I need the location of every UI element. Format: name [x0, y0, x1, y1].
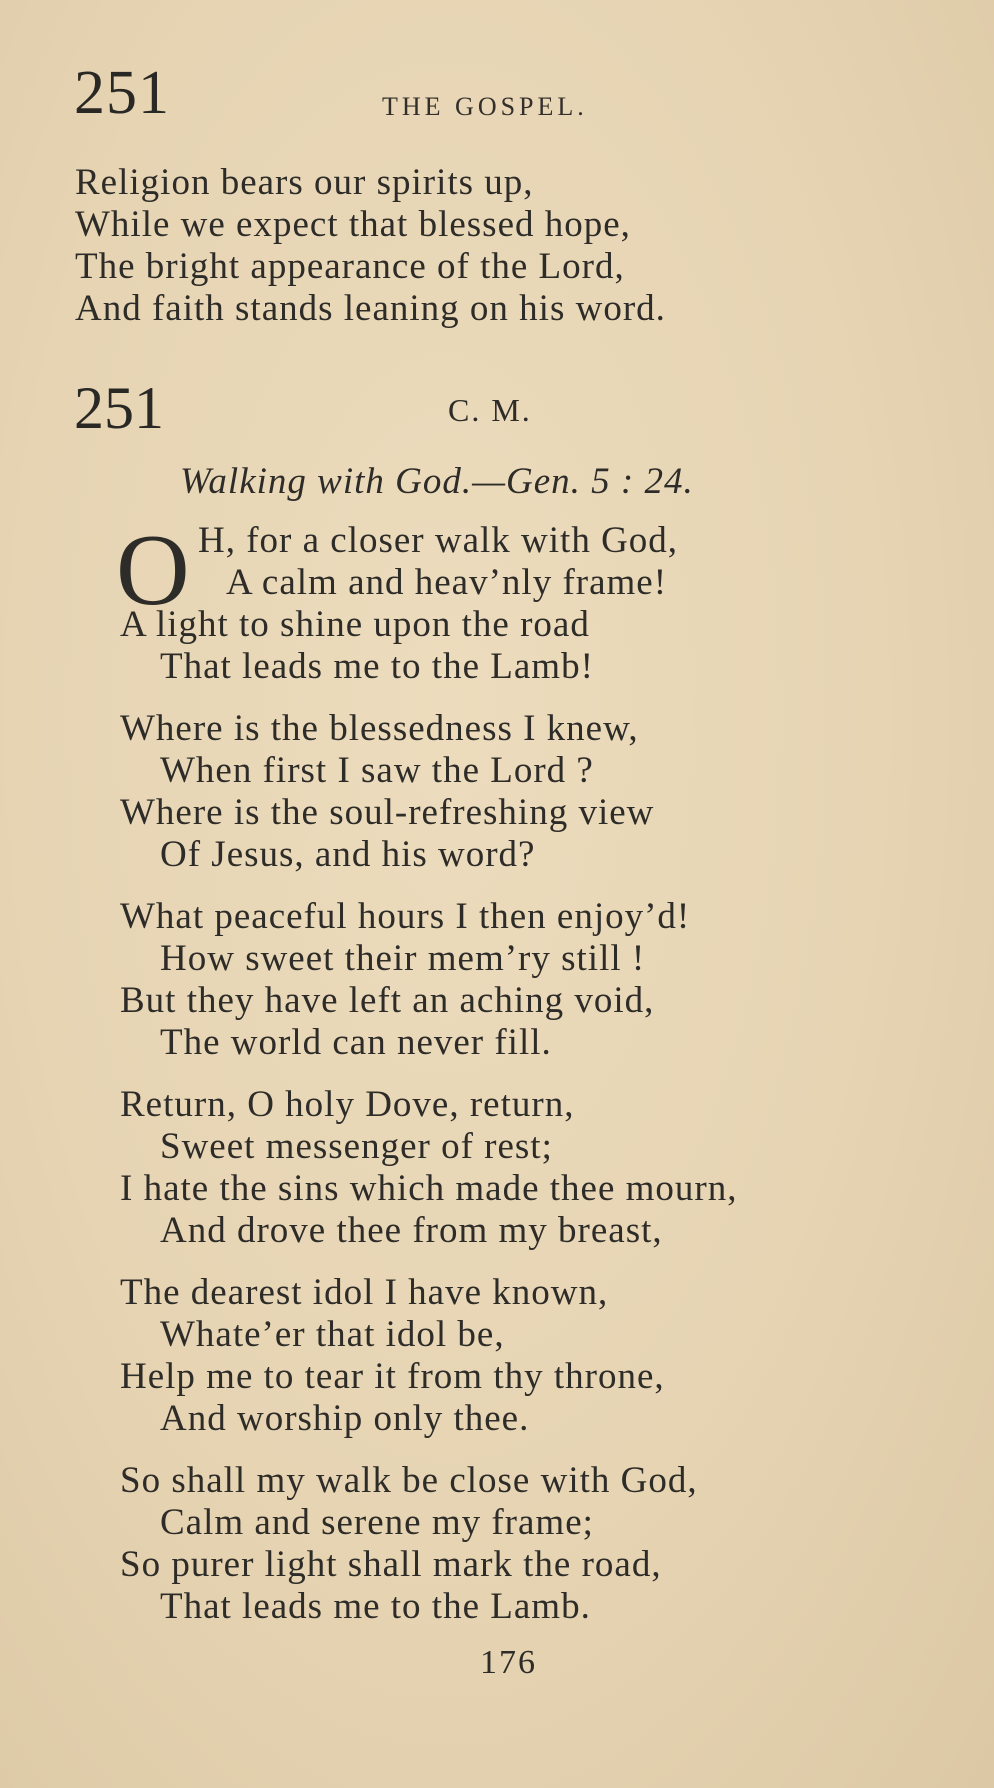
- verse-line: That leads me to the Lamb!: [160, 646, 594, 687]
- verse-line: Of Jesus, and his word?: [160, 834, 536, 875]
- verse-line: So shall my walk be close with God,: [120, 1460, 698, 1501]
- verse-line: The world can never fill.: [160, 1022, 552, 1063]
- verse-line: Religion bears our spirits up,: [75, 162, 534, 203]
- stanza-4: [120, 1084, 738, 1252]
- running-head: THE GOSPEL.: [382, 92, 588, 121]
- stanza-2: [120, 708, 738, 876]
- stanza-5: [120, 1272, 738, 1440]
- hymn-number: 251: [74, 375, 164, 441]
- stanza-1: [120, 520, 738, 688]
- verse-line: And faith stands leaning on his word.: [75, 288, 666, 329]
- verse-line: Help me to tear it from thy throne,: [120, 1356, 665, 1397]
- verse-line: The bright appearance of the Lord,: [75, 246, 625, 287]
- verse-line: Where is the soul-refreshing view: [120, 792, 655, 833]
- verse-line: And drove thee from my breast,: [160, 1210, 663, 1251]
- verse-line: How sweet their mem’ry still !: [160, 938, 646, 979]
- hymn-meter: C. M.: [448, 392, 532, 428]
- drop-cap: O: [116, 514, 190, 627]
- verse-line: H, for a closer walk with God,: [198, 520, 679, 561]
- verse-line: A light to shine upon the road: [120, 604, 590, 645]
- stanza-3: [120, 896, 738, 1064]
- hymn-stanzas: [120, 520, 738, 1648]
- verse-line: Sweet messenger of rest;: [160, 1126, 553, 1167]
- verse-line: Calm and serene my frame;: [160, 1502, 594, 1543]
- verse-line: Whate’er that idol be,: [160, 1314, 505, 1355]
- verse-line: The dearest idol I have known,: [120, 1272, 609, 1313]
- verse-line: So purer light shall mark the road,: [120, 1544, 662, 1585]
- verse-line: I hate the sins which made thee mourn,: [120, 1168, 738, 1209]
- verse-line: That leads me to the Lamb.: [160, 1586, 591, 1627]
- previous-hymn-stanza: [75, 162, 666, 330]
- verse-line: Where is the blessedness I knew,: [120, 708, 639, 749]
- verse-line: Return, O holy Dove, return,: [120, 1084, 575, 1125]
- verse-line: But they have left an aching void,: [120, 980, 655, 1021]
- verse-line: A calm and heav’nly frame!: [226, 562, 668, 603]
- verse-line: When first I saw the Lord ?: [160, 750, 594, 791]
- stanza-6: [120, 1460, 738, 1628]
- verse-line: What peaceful hours I then enjoy’d!: [120, 896, 691, 937]
- page-header-hymn-number: 251: [74, 59, 170, 127]
- verse-line: And worship only thee.: [160, 1398, 530, 1439]
- hymn-title: Walking with God.—Gen. 5 : 24.: [180, 461, 694, 502]
- page-number: 176: [480, 1644, 537, 1681]
- verse-line: While we expect that blessed hope,: [75, 204, 631, 245]
